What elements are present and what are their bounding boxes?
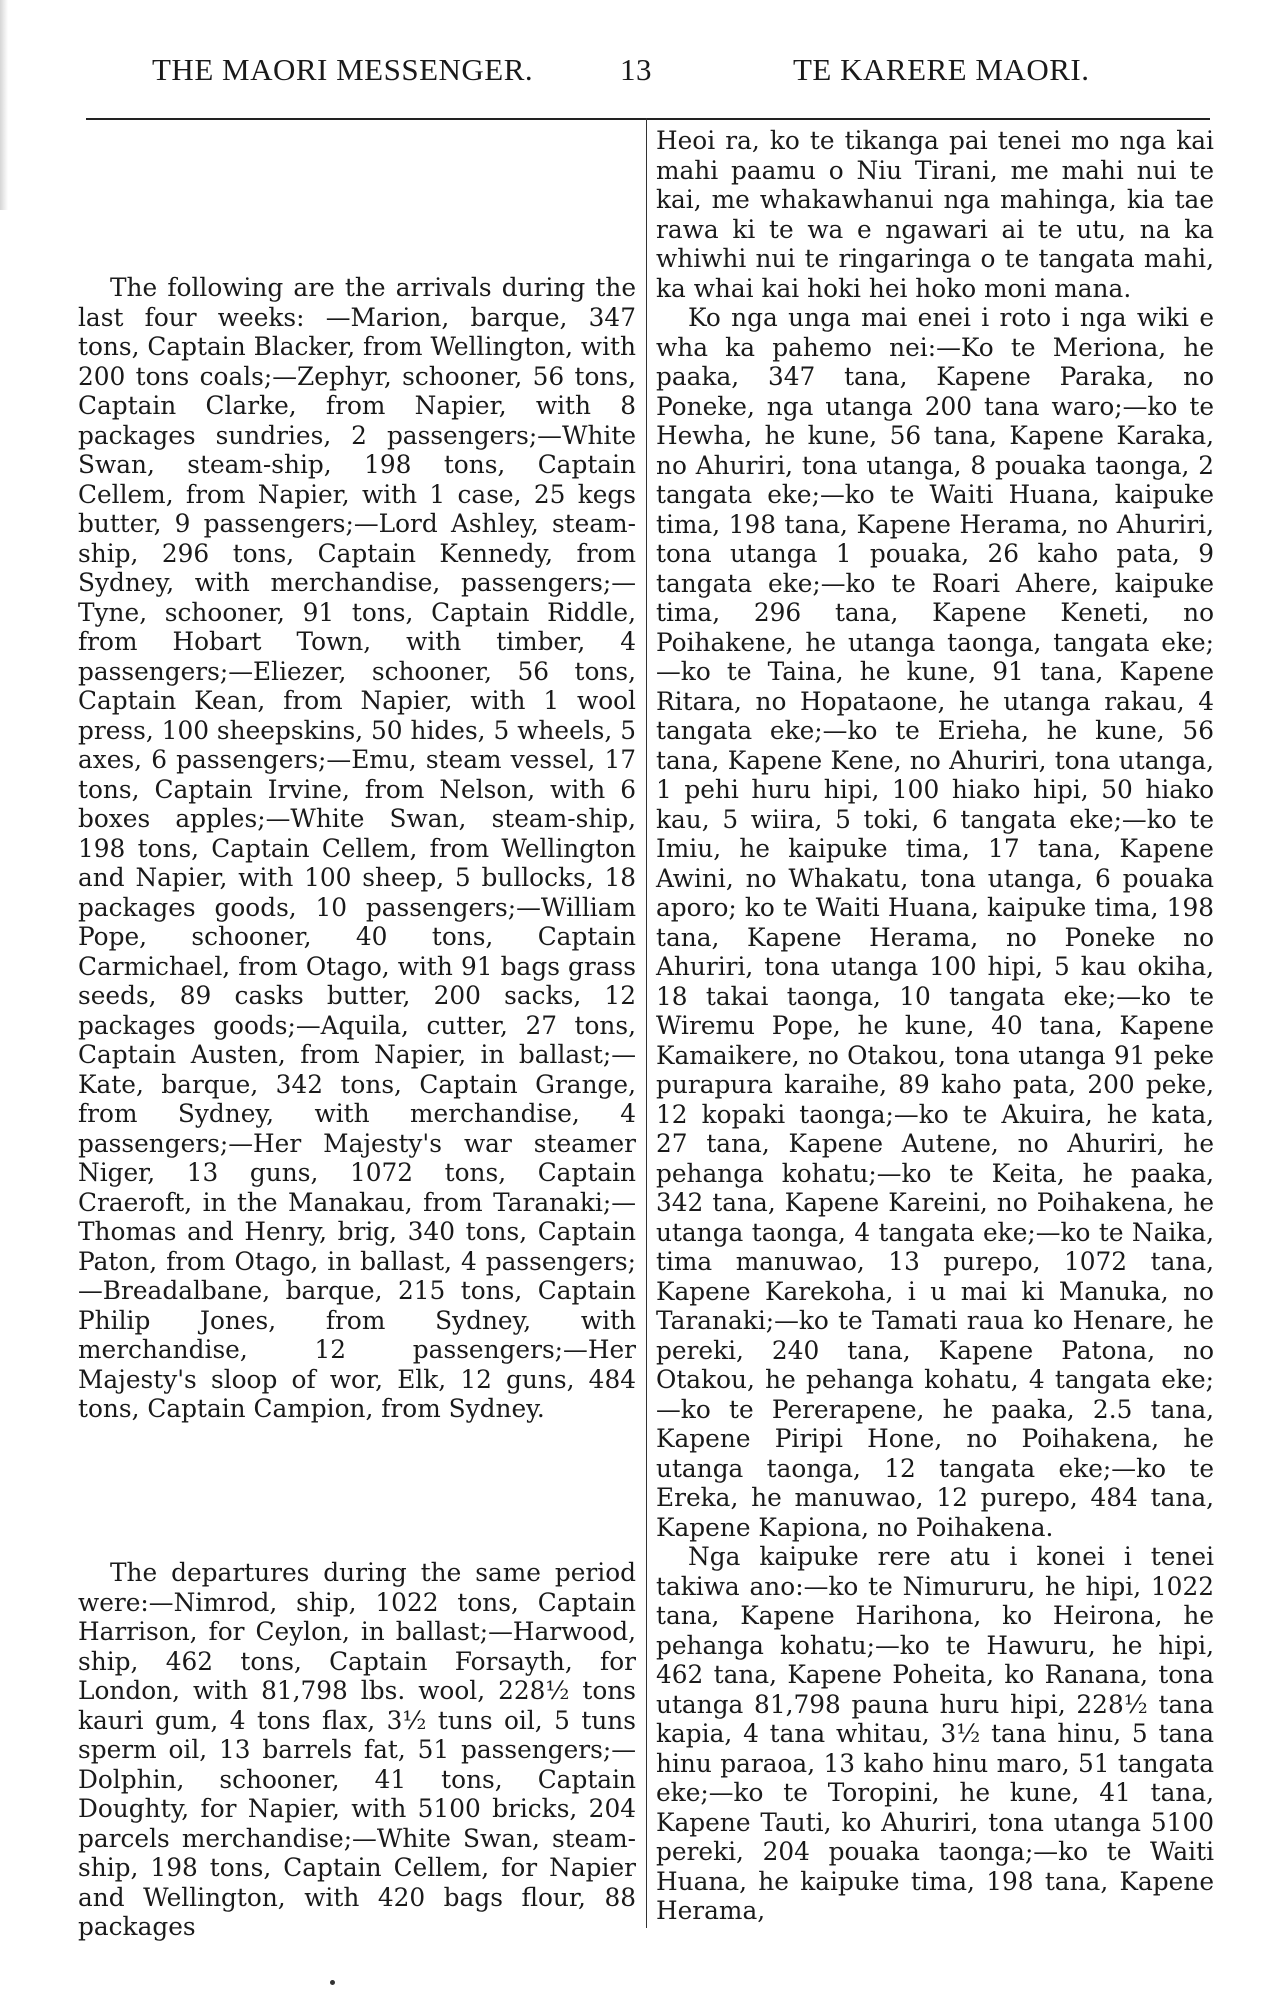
maori-intro-paragraph: Heoi ra, ko te tikanga pai tenei mo nga kai mahi paamu o Niu Tirani, me mahi nui te kai, me whakawhanui nga mahinga, kia tae rawa ki te wa e ngawari ai te utu, na ka whiwhi nui te ringaringa o te tangata mahi, ka whai kai hoki hei hoko moni mana. [656,126,1214,303]
english-column-arrivals [78,273,636,1424]
column-divider [646,118,647,1928]
stray-dot [330,1980,335,1985]
english-masthead: THE MAORI MESSENGER. [152,52,534,87]
maori-column [656,126,1214,1926]
maori-departures-paragraph: Nga kaipuke rere atu i konei i tenei takiwa ano:—ko te Nimururu, he hipi, 1022 tana, Kapene Harihona, ko Heirona, he pehanga kohatu;—ko te Hawuru, he hipi, 462 tana, Kapene Poheita, ko Ranana, tona utanga 81,798 pauna huru hipi, 228½ tana kapia, 4 tana whitau, 3½ tana hinu, 5 tana hinu paraoa, 13 kaho hinu maro, 51 tangata eke;—ko te Toropini, he kune, 41 tana, Kapene Tauti, ko Ahuriri, tona utanga 5100 pereki, 204 pouaka taonga;—ko te Waiti Huana, he kaipuke tima, 198 tana, Kapene Herama, [656,1542,1214,1925]
page-header [0,52,1280,102]
english-column-departures [78,1558,636,1942]
header-rule [86,118,1210,120]
maori-masthead: TE KARERE MAORI. [793,52,1090,87]
page-number: 13 [620,52,652,87]
page-edge-shadow [0,0,8,210]
english-arrivals-paragraph: The following are the arrivals during the last four weeks: —Marion, barque, 347 tons, Captain Blacker, from Wellington, with 200 tons coals;—Zephyr, schooner, 56 tons, Captain Clarke, from Napier, with 8 packages sundries, 2 passengers;—White Swan, steam-ship, 198 tons, Captain Cellem, from Napier, with 1 case, 25 kegs butter, 9 passengers;—Lord Ashley, steam-ship, 296 tons, Captain Kennedy, from Sydney, with merchandise, passengers;—Tyne, schooner, 91 tons, Captain Riddle, from Hobart Town, with timber, 4 passengers;—Eliezer, schooner, 56 tons, Captain Kean, from Napier, with 1 wool press, 100 sheepskins, 50 hides, 5 wheels, 5 axes, 6 passengers;—Emu, steam vessel, 17 tons, Captain Irvine, from Nelson, with 6 boxes apples;—White Swan, steam-ship, 198 tons, Captain Cellem, from Wellington and Napier, with 100 sheep, 5 bullocks, 18 packages goods, 10 passengers;—William Pope, schooner, 40 tons, Captain Carmichael, from Otago, with 91 bags grass seeds, 89 casks butter, 200 sacks, 12 packages goods;—Aquila, cutter, 27 tons, Captain Austen, from Napier, in ballast;—Kate, barque, 342 tons, Captain Grange, from Sydney, with merchandise, 4 passengers;—Her Majesty's war steamer Niger, 13 guns, 1072 tons, Captain Craeroft, in the Manakau, from Taranaki;—Thomas and Henry, brig, 340 tons, Captain Paton, from Otago, in ballast, 4 passengers;—Breadalbane, barque, 215 tons, Captain Philip Jones, from Sydney, with merchandise, 12 passengers;—Her Majesty's sloop of wor, Elk, 12 guns, 484 tons, Captain Campion, from Sydney. [78,273,636,1423]
english-departures-paragraph: The departures during the same period were:—Nimrod, ship, 1022 tons, Captain Harrison, for Ceylon, in ballast;—Harwood, ship, 462 tons, Captain Forsayth, for London, with 81,798 lbs. wool, 228½ tons kauri gum, 4 tons flax, 3½ tuns oil, 5 tuns sperm oil, 13 barrels fat, 51 passengers;—Dolphin, schooner, 41 tons, Captain Doughty, for Napier, with 5100 bricks, 204 parcels merchandise;—White Swan, steam-ship, 198 tons, Captain Cellem, for Napier and Wellington, with 420 bags flour, 88 packages [78,1558,636,1941]
maori-arrivals-paragraph: Ko nga unga mai enei i roto i nga wiki e wha ka pahemo nei:—Ko te Meriona, he paaka, 347 tana, Kapene Paraka, no Poneke, nga utanga 200 tana waro;—ko te Hewha, he kune, 56 tana, Kapene Karaka, no Ahuriri, tona utanga, 8 pouaka taonga, 2 tangata eke;—ko te Waiti Huana, kaipuke tima, 198 tana, Kapene Herama, no Ahuriri, tona utanga 1 pouaka, 26 kaho pata, 9 tangata eke;—ko te Roari Ahere, kaipuke tima, 296 tana, Kapene Keneti, no Poihakene, he utanga taonga, tangata eke;—ko te Taina, he kune, 91 tana, Kapene Ritara, no Hopataone, he utanga rakau, 4 tangata eke;—ko te Erieha, he kune, 56 tana, Kapene Kene, no Ahuriri, tona utanga, 1 pehi huru hipi, 100 hiako hipi, 50 hiako kau, 5 wiira, 5 toki, 6 tangata eke;—ko te Imiu, he kaipuke tima, 17 tana, Kapene Awini, no Whakatu, tona utanga, 6 pouaka aporo; ko te Waiti Huana, kaipuke tima, 198 tana, Kapene Herama, no Poneke no Ahuriri, tona utanga 100 hipi, 5 kau okiha, 18 takai taonga, 10 tangata eke;—ko te Wiremu Pope, he kune, 40 tana, Kapene Kamaikere, no Otakou, tona utanga 91 peke purapura karaihe, 89 kaho pata, 200 peke, 12 kopaki taonga;—ko te Akuira, he kata, 27 tana, Kapene Autene, no Ahuriri, he pehanga kohatu;—ko te Keita, he paaka, 342 tana, Kapene Kareini, no Poihakena, he utanga taonga, 4 tangata eke;—ko te Naika, tima manuwao, 13 purepo, 1072 tana, Kapene Karekoha, i u mai ki Manuka, no Taranaki;—ko te Tamati raua ko Henare, he pereki, 240 tana, Kapene Patona, no Otakou, he pehanga kohatu, 4 tangata eke;—ko te Pererapene, he paaka, 2.5 tana, Kapene Piripi Hone, no Poihakena, he utanga taonga, 12 tangata eke;—ko te Ereka, he manuwao, 12 purepo, 484 tana, Kapene Kapiona, no Poihakena. [656,303,1214,1542]
